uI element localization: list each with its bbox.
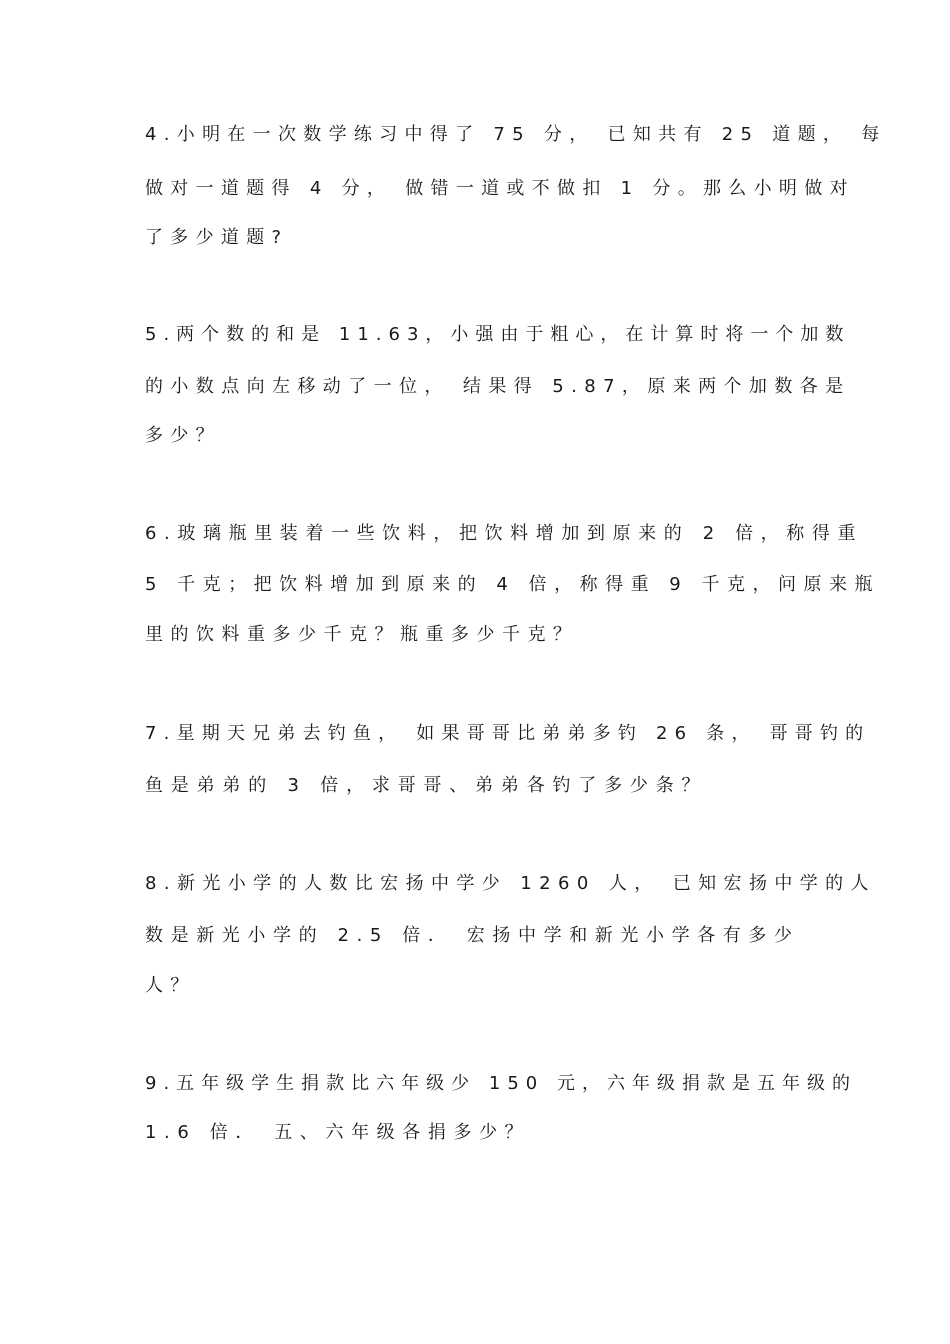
problem-text-line: 里的饮料重多少千克？瓶重多少千克？ [145, 624, 579, 645]
problem-text-line: 数是新光小学的 2.5 倍． 宏扬中学和新光小学各有多少 [145, 925, 800, 946]
problem-text-line: 的小数点向左移动了一位， 结果得 5.87，原来两个加数各是 [145, 376, 851, 397]
problem-text-line: 7.星期天兄弟去钓鱼， 如果哥哥比弟弟多钓 26 条， 哥哥钓的 [145, 723, 871, 744]
problem-text-line: 多少？ [145, 425, 221, 446]
problem-text-line: 了多少道题? [145, 227, 289, 248]
problem-text-line: 8.新光小学的人数比宏扬中学少 1260 人， 已知宏扬中学的人 [145, 873, 876, 894]
problem-text-line: 1.6 倍． 五、六年级各捐多少？ [145, 1122, 531, 1143]
problem-text-line: 5 千克；把饮料增加到原来的 4 倍，称得重 9 千克，问原来瓶 [145, 574, 880, 595]
problem-text-line: 6.玻璃瓶里装着一些饮料，把饮料增加到原来的 2 倍，称得重 [145, 523, 864, 544]
problem-text-line: 鱼是弟弟的 3 倍，求哥哥、弟弟各钓了多少条？ [145, 775, 708, 796]
problem-text-line: 9.五年级学生捐款比六年级少 150 元，六年级捐款是五年级的 [145, 1073, 857, 1094]
problem-text-line: 5.两个数的和是 11.63，小强由于粗心，在计算时将一个加数 [145, 324, 851, 345]
problem-text-line: 人？ [145, 975, 196, 996]
problem-text-line: 4.小明在一次数学练习中得了 75 分， 已知共有 25 道题， 每 [145, 124, 887, 145]
problem-text-line: 做对一道题得 4 分， 做错一道或不做扣 1 分。那么小明做对 [145, 178, 855, 199]
